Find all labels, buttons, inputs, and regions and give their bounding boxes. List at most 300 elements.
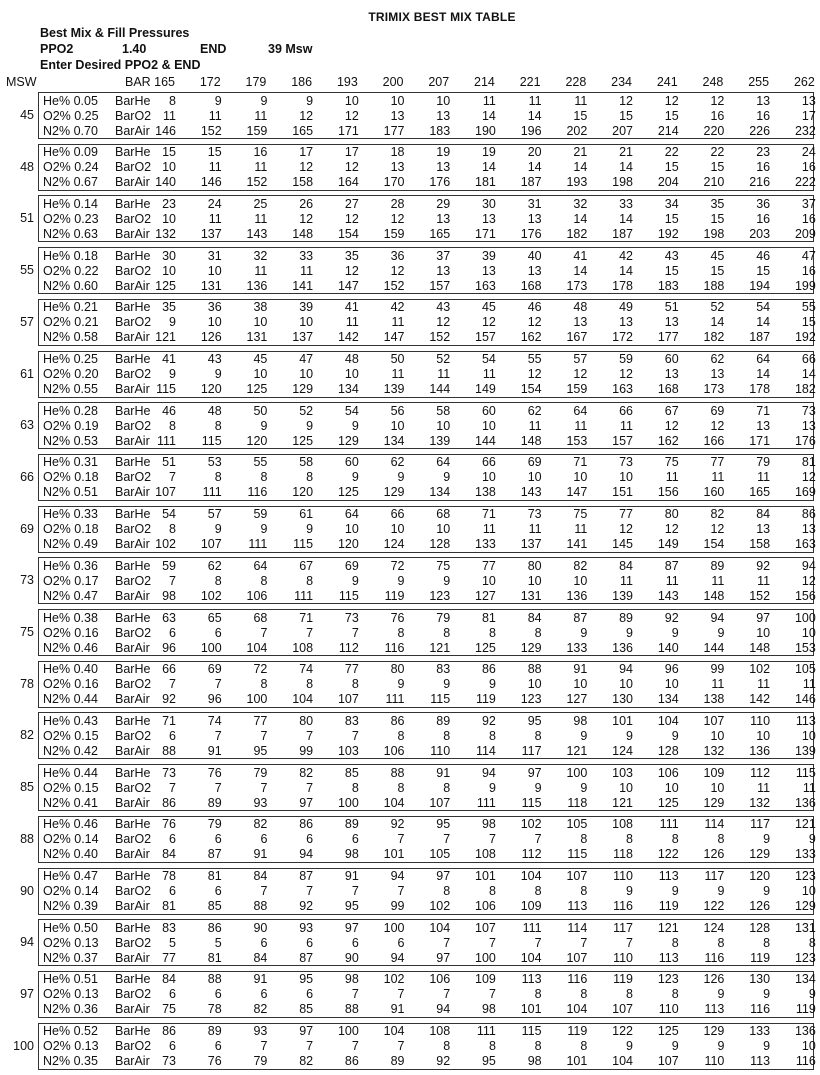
oxygen-fill-pressure-cell: 7	[169, 573, 176, 588]
air-fill-pressure-cell: 120	[292, 485, 314, 500]
helium-fill-pressure-cell: 56	[390, 403, 405, 418]
oxygen-fill-pressure-cell: 16	[756, 160, 771, 175]
air-bar-label: BarAir	[115, 433, 150, 448]
helium-fill-pressure-cell: 75	[664, 455, 679, 470]
oxygen-fill-pressure-cell: 11	[711, 470, 725, 485]
helium-fraction-label: He% 0.14	[43, 196, 98, 211]
air-fill-pressure-cell: 113	[567, 899, 588, 913]
helium-fill-pressure-cell: 31	[207, 248, 222, 263]
oxygen-fill-pressure-cell: 8	[214, 470, 222, 485]
oxygen-bar-label: BarO2	[115, 108, 152, 123]
oxygen-fill-pressure-cell: 10	[801, 625, 816, 640]
air-fill-pressure-cell: 163	[612, 382, 633, 396]
air-fill-pressure-cell: 119	[658, 899, 679, 913]
oxygen-fill-pressure-cell: 10	[801, 884, 816, 898]
air-fill-pressure-cell: 162	[657, 433, 679, 448]
helium-fill-pressure-cell: 102	[749, 662, 771, 677]
helium-fill-pressure-cell: 71	[573, 455, 588, 470]
air-fraction-label: N2% 0.37	[43, 950, 98, 965]
oxygen-bar-label: BarO2	[115, 470, 152, 485]
air-fill-pressure-cell: 165	[429, 226, 451, 241]
oxygen-fill-pressure-cell: 15	[710, 263, 725, 278]
oxygen-fill-pressure-cell: 8	[260, 573, 268, 588]
oxygen-fill-pressure-cell: 9	[671, 1039, 679, 1054]
oxygen-fill-pressure-cell: 10	[390, 418, 405, 433]
helium-fill-pressure-cell: 71	[481, 507, 496, 522]
air-fill-pressure-cell: 138	[475, 485, 496, 500]
oxygen-fraction-label: O2% 0.16	[43, 625, 99, 640]
end-value: 39 Msw	[268, 42, 313, 56]
air-fill-line	[39, 899, 815, 914]
oxygen-bar-label: BarO2	[115, 1039, 152, 1054]
oxygen-fill-pressure-cell: 10	[573, 677, 588, 692]
oxygen-fill-pressure-cell: 7	[169, 470, 176, 485]
air-bar-label: BarAir	[115, 278, 150, 293]
helium-fill-pressure-cell: 100	[566, 765, 588, 780]
air-fill-pressure-cell: 146	[200, 175, 222, 190]
oxygen-fill-pressure-cell: 12	[710, 522, 725, 537]
oxygen-fill-pressure-cell: 11	[208, 211, 222, 226]
oxygen-fill-pressure-cell: 7	[397, 884, 405, 898]
pressure-column-header: 165	[154, 75, 175, 89]
air-fraction-label: N2% 0.36	[43, 1002, 98, 1017]
oxygen-fill-pressure-cell: 12	[299, 160, 314, 175]
helium-fraction-label: He% 0.44	[43, 765, 98, 780]
oxygen-fill-line	[39, 574, 815, 589]
mix-row-block	[38, 609, 814, 656]
air-fraction-label: N2% 0.55	[43, 382, 98, 396]
oxygen-fill-pressure-cell: 14	[527, 108, 542, 123]
helium-bar-label: BarHe	[115, 610, 151, 625]
oxygen-fill-pressure-cell: 9	[580, 625, 588, 640]
air-fill-pressure-cell: 100	[475, 950, 496, 965]
air-fill-pressure-cell: 85	[299, 1002, 314, 1017]
oxygen-fill-pressure-cell: 8	[443, 728, 451, 743]
air-fill-pressure-cell: 111	[202, 485, 222, 500]
helium-fraction-label: He% 0.40	[43, 662, 98, 677]
helium-fill-pressure-cell: 20	[527, 145, 542, 160]
helium-fill-pressure-cell: 18	[390, 145, 405, 160]
air-fill-pressure-cell: 182	[794, 382, 816, 396]
helium-fill-pressure-cell: 55	[253, 455, 268, 470]
helium-fill-pressure-cell: 95	[299, 972, 314, 987]
oxygen-fill-pressure-cell: 12	[664, 418, 679, 433]
helium-fill-pressure-cell: 58	[299, 455, 314, 470]
oxygen-fill-line	[39, 677, 815, 692]
air-fill-pressure-cell: 92	[436, 1054, 451, 1069]
helium-fill-pressure-cell: 101	[475, 869, 496, 883]
air-fill-pressure-cell: 132	[703, 743, 725, 758]
air-fill-pressure-cell: 138	[703, 692, 725, 707]
helium-bar-label: BarHe	[115, 145, 151, 160]
air-fill-pressure-cell: 178	[749, 382, 771, 396]
oxygen-fill-pressure-cell: 9	[443, 573, 451, 588]
helium-fill-pressure-cell: 106	[429, 972, 451, 987]
air-fill-pressure-cell: 107	[200, 537, 222, 552]
air-fill-pressure-cell: 147	[383, 330, 405, 345]
oxygen-fill-pressure-cell: 6	[169, 728, 176, 743]
helium-fill-pressure-cell: 10	[436, 93, 451, 108]
depth-msw-label: 82	[20, 728, 34, 743]
oxygen-fill-pressure-cell: 10	[619, 470, 633, 485]
air-fill-pressure-cell: 141	[292, 278, 314, 293]
air-fill-line	[39, 279, 815, 294]
air-fill-pressure-cell: 102	[200, 588, 222, 603]
air-fill-pressure-cell: 176	[429, 175, 451, 190]
helium-fill-pressure-cell: 58	[436, 403, 451, 418]
oxygen-fill-pressure-cell: 7	[351, 728, 359, 743]
oxygen-fill-pressure-cell: 7	[306, 625, 314, 640]
air-fill-pressure-cell: 103	[337, 743, 359, 758]
helium-fill-pressure-cell: 66	[481, 455, 496, 470]
helium-fill-pressure-cell: 100	[337, 1024, 359, 1039]
air-fill-pressure-cell: 128	[657, 743, 679, 758]
helium-fill-pressure-cell: 98	[481, 817, 496, 832]
air-fill-pressure-cell: 88	[253, 899, 268, 913]
oxygen-fill-pressure-cell: 9	[808, 832, 816, 847]
helium-fill-pressure-cell: 80	[299, 713, 314, 728]
air-fill-pressure-cell: 128	[429, 537, 451, 552]
helium-fill-pressure-cell: 11	[528, 93, 542, 108]
helium-fill-pressure-cell: 73	[619, 455, 633, 470]
oxygen-fill-pressure-cell: 6	[214, 1039, 222, 1054]
helium-fill-pressure-cell: 111	[522, 920, 542, 935]
oxygen-fill-line	[39, 160, 815, 175]
air-fill-pressure-cell: 115	[567, 847, 588, 862]
oxygen-fill-pressure-cell: 15	[756, 263, 771, 278]
mix-row-block	[38, 351, 814, 398]
pressure-column-header: 262	[793, 75, 815, 89]
oxygen-fill-pressure-cell: 15	[619, 108, 633, 123]
air-fill-pressure-cell: 119	[475, 692, 496, 707]
oxygen-fraction-label: O2% 0.14	[43, 832, 99, 847]
air-fill-pressure-cell: 107	[657, 1054, 679, 1069]
helium-fill-pressure-cell: 41	[573, 248, 588, 263]
oxygen-fill-pressure-cell: 12	[299, 108, 314, 123]
bar-column-label: BAR	[125, 75, 151, 89]
helium-fill-pressure-cell: 51	[162, 455, 176, 470]
helium-fill-pressure-cell: 52	[436, 352, 451, 366]
air-fill-pressure-cell: 89	[390, 1054, 405, 1069]
air-fill-pressure-cell: 214	[657, 123, 679, 138]
air-fill-pressure-cell: 118	[613, 847, 633, 862]
helium-fill-pressure-cell: 82	[253, 817, 268, 832]
helium-fill-pressure-cell: 74	[299, 662, 314, 677]
depth-msw-label: 100	[13, 1038, 34, 1053]
helium-fill-pressure-cell: 66	[390, 507, 405, 522]
helium-fill-pressure-cell: 94	[481, 765, 496, 780]
oxygen-fill-pressure-cell: 9	[717, 884, 725, 898]
oxygen-fill-pressure-cell: 11	[757, 573, 771, 588]
helium-fill-pressure-cell: 54	[481, 352, 496, 366]
oxygen-fill-pressure-cell: 16	[801, 263, 816, 278]
mix-row-block	[38, 661, 814, 708]
helium-fill-pressure-cell: 128	[749, 920, 771, 935]
helium-fraction-label: He% 0.25	[43, 352, 98, 366]
helium-fill-pressure-cell: 73	[344, 610, 359, 625]
helium-fill-pressure-cell: 69	[527, 455, 542, 470]
air-fill-pressure-cell: 136	[566, 588, 588, 603]
helium-fill-pressure-cell: 124	[703, 920, 725, 935]
oxygen-fill-pressure-cell: 7	[260, 780, 268, 795]
depth-msw-label: 97	[20, 986, 34, 1001]
oxygen-fill-line	[39, 936, 815, 951]
helium-fill-pressure-cell: 77	[253, 713, 268, 728]
air-fill-pressure-cell: 85	[207, 899, 222, 913]
oxygen-fraction-label: O2% 0.14	[43, 884, 99, 898]
helium-fill-pressure-cell: 84	[619, 558, 633, 573]
oxygen-fill-pressure-cell: 10	[664, 677, 679, 692]
helium-fill-pressure-cell: 10	[344, 93, 359, 108]
air-fill-pressure-cell: 104	[566, 1002, 588, 1017]
oxygen-fill-pressure-cell: 11	[802, 780, 816, 795]
oxygen-fill-pressure-cell: 10	[299, 315, 314, 330]
air-fill-pressure-cell: 129	[292, 382, 314, 396]
air-fill-pressure-cell: 73	[162, 1054, 176, 1069]
air-fill-pressure-cell: 78	[207, 1002, 222, 1017]
air-fill-pressure-cell: 102	[429, 899, 451, 913]
air-fill-pressure-cell: 84	[162, 847, 176, 862]
oxygen-fill-pressure-cell: 11	[163, 108, 176, 123]
helium-fill-pressure-cell: 108	[429, 1024, 451, 1039]
air-fill-pressure-cell: 152	[429, 330, 451, 345]
air-fill-pressure-cell: 192	[794, 330, 816, 345]
helium-fill-line	[39, 300, 815, 315]
depth-msw-label: 57	[20, 314, 34, 329]
helium-fill-pressure-cell: 12	[710, 93, 725, 108]
oxygen-fill-pressure-cell: 10	[527, 573, 542, 588]
air-fill-pressure-cell: 202	[566, 123, 588, 138]
helium-fill-pressure-cell: 13	[801, 93, 816, 108]
helium-fill-pressure-cell: 66	[801, 352, 816, 366]
depth-msw-label: 78	[20, 676, 34, 691]
oxygen-fraction-label: O2% 0.13	[43, 935, 99, 950]
helium-fill-pressure-cell: 98	[573, 713, 588, 728]
air-fill-pressure-cell: 120	[200, 382, 222, 396]
pressure-column-header: 241	[656, 75, 678, 89]
helium-fill-pressure-cell: 76	[162, 817, 176, 832]
air-fill-pressure-cell: 154	[337, 226, 359, 241]
oxygen-fill-pressure-cell: 7	[260, 884, 268, 898]
mix-row-block	[38, 247, 814, 294]
oxygen-fill-pressure-cell: 10	[253, 315, 268, 330]
air-fill-pressure-cell: 222	[794, 175, 816, 190]
oxygen-fill-pressure-cell: 11	[345, 315, 359, 330]
oxygen-fill-pressure-cell: 12	[390, 263, 405, 278]
helium-fill-pressure-cell: 73	[801, 403, 816, 418]
air-fill-pressure-cell: 127	[566, 692, 588, 707]
oxygen-fill-pressure-cell: 14	[481, 108, 496, 123]
helium-fill-line	[39, 145, 815, 160]
helium-fraction-label: He% 0.18	[43, 248, 98, 263]
oxygen-fill-pressure-cell: 5	[214, 935, 222, 950]
oxygen-bar-label: BarO2	[115, 573, 152, 588]
oxygen-fill-pressure-cell: 9	[671, 625, 679, 640]
helium-fill-pressure-cell: 19	[481, 145, 496, 160]
oxygen-fill-pressure-cell: 9	[580, 780, 588, 795]
oxygen-fill-pressure-cell: 10	[710, 780, 725, 795]
helium-fill-pressure-cell: 68	[253, 610, 268, 625]
air-fill-pressure-cell: 220	[703, 123, 725, 138]
air-fill-pressure-cell: 134	[657, 692, 679, 707]
mix-row-block	[38, 144, 814, 191]
air-fill-pressure-cell: 232	[794, 123, 816, 138]
air-fill-pressure-cell: 104	[383, 795, 405, 810]
helium-bar-label: BarHe	[115, 93, 151, 108]
oxygen-fill-pressure-cell: 8	[351, 677, 359, 692]
oxygen-fill-pressure-cell: 11	[665, 470, 679, 485]
oxygen-fill-pressure-cell: 8	[717, 832, 725, 847]
oxygen-bar-label: BarO2	[115, 418, 152, 433]
helium-fill-pressure-cell: 110	[613, 869, 633, 883]
oxygen-fraction-label: O2% 0.16	[43, 677, 99, 692]
oxygen-fill-pressure-cell: 12	[344, 108, 359, 123]
air-fill-pressure-cell: 101	[383, 847, 405, 862]
helium-fill-pressure-cell: 131	[794, 920, 816, 935]
oxygen-fill-pressure-cell: 7	[306, 780, 314, 795]
oxygen-fill-pressure-cell: 7	[443, 832, 451, 847]
pressure-column-header: 248	[702, 75, 724, 89]
air-fill-pressure-cell: 143	[246, 226, 268, 241]
helium-fill-line	[39, 249, 815, 264]
oxygen-fill-pressure-cell: 10	[207, 315, 222, 330]
depth-msw-label: 51	[20, 211, 34, 226]
helium-fill-pressure-cell: 102	[520, 817, 542, 832]
helium-fill-pressure-cell: 48	[207, 403, 222, 418]
oxygen-fraction-label: O2% 0.22	[43, 263, 99, 278]
helium-fill-pressure-cell: 48	[573, 300, 588, 315]
oxygen-fill-pressure-cell: 15	[664, 263, 679, 278]
oxygen-fill-pressure-cell: 7	[260, 728, 268, 743]
oxygen-fill-pressure-cell: 8	[397, 625, 405, 640]
oxygen-fill-pressure-cell: 8	[488, 728, 496, 743]
oxygen-fill-pressure-cell: 14	[756, 315, 771, 330]
oxygen-fill-pressure-cell: 11	[802, 677, 816, 692]
helium-fill-pressure-cell: 115	[521, 1024, 542, 1039]
helium-fill-pressure-cell: 76	[207, 765, 222, 780]
air-fill-pressure-cell: 177	[657, 330, 679, 345]
helium-fill-pressure-cell: 71	[299, 610, 314, 625]
air-fill-pressure-cell: 113	[658, 950, 679, 965]
air-fill-pressure-cell: 154	[520, 382, 542, 396]
air-fill-pressure-cell: 139	[383, 382, 405, 396]
oxygen-fill-pressure-cell: 8	[671, 935, 679, 950]
oxygen-fill-pressure-cell: 14	[573, 263, 588, 278]
oxygen-fill-pressure-cell: 12	[481, 315, 496, 330]
helium-fill-pressure-cell: 31	[527, 196, 542, 211]
oxygen-fill-line	[39, 109, 815, 124]
air-fill-pressure-cell: 88	[162, 743, 176, 758]
helium-fill-pressure-cell: 82	[573, 558, 588, 573]
oxygen-fill-pressure-cell: 7	[397, 832, 405, 847]
air-fill-pressure-cell: 94	[390, 950, 405, 965]
helium-fill-pressure-cell: 29	[436, 196, 451, 211]
oxygen-fill-pressure-cell: 11	[620, 573, 633, 588]
oxygen-fill-pressure-cell: 16	[801, 160, 816, 175]
air-fill-pressure-cell: 177	[383, 123, 405, 138]
helium-fill-pressure-cell: 82	[299, 765, 314, 780]
oxygen-fill-pressure-cell: 8	[534, 987, 542, 1002]
helium-fill-pressure-cell: 100	[794, 610, 816, 625]
helium-fill-pressure-cell: 89	[619, 610, 633, 625]
depth-msw-label: 61	[20, 366, 34, 381]
air-fill-pressure-cell: 158	[749, 537, 771, 552]
helium-fill-pressure-cell: 89	[207, 1024, 222, 1039]
oxygen-fill-pressure-cell: 10	[481, 418, 496, 433]
helium-fill-pressure-cell: 17	[299, 145, 314, 160]
oxygen-fill-pressure-cell: 7	[443, 935, 451, 950]
oxygen-fill-pressure-cell: 9	[488, 780, 496, 795]
helium-fill-line	[39, 94, 815, 109]
air-fill-pressure-cell: 116	[704, 950, 725, 965]
helium-fill-pressure-cell: 81	[801, 455, 816, 470]
oxygen-fill-line	[39, 729, 815, 744]
helium-fill-pressure-cell: 54	[344, 403, 359, 418]
helium-fraction-label: He% 0.21	[43, 300, 98, 315]
oxygen-fill-pressure-cell: 13	[619, 315, 633, 330]
helium-fill-pressure-cell: 35	[162, 300, 176, 315]
air-fill-pressure-cell: 154	[703, 537, 725, 552]
air-fill-pressure-cell: 148	[749, 640, 771, 655]
oxygen-fill-line	[39, 987, 815, 1002]
air-fill-pressure-cell: 116	[384, 640, 405, 655]
helium-fill-pressure-cell: 111	[659, 817, 679, 832]
oxygen-fill-pressure-cell: 9	[397, 470, 405, 485]
air-fill-pressure-cell: 91	[253, 847, 268, 862]
oxygen-fill-pressure-cell: 14	[619, 160, 633, 175]
oxygen-fill-pressure-cell: 13	[756, 418, 771, 433]
mix-row-block	[38, 92, 814, 139]
oxygen-fill-pressure-cell: 8	[397, 780, 405, 795]
helium-fill-pressure-cell: 91	[436, 765, 451, 780]
oxygen-fill-pressure-cell: 13	[664, 367, 679, 381]
helium-fill-pressure-cell: 37	[436, 248, 451, 263]
oxygen-fill-pressure-cell: 14	[756, 367, 771, 381]
helium-fill-pressure-cell: 130	[749, 972, 771, 987]
oxygen-fill-pressure-cell: 10	[801, 1039, 816, 1054]
air-bar-label: BarAir	[115, 743, 150, 758]
air-fill-pressure-cell: 92	[162, 692, 176, 707]
air-fill-pressure-cell: 168	[657, 382, 679, 396]
air-fill-pressure-cell: 109	[520, 899, 542, 913]
helium-fill-pressure-cell: 32	[253, 248, 268, 263]
air-fill-pressure-cell: 115	[293, 537, 314, 552]
oxygen-fill-pressure-cell: 13	[481, 263, 496, 278]
helium-fill-line	[39, 972, 815, 987]
oxygen-fill-pressure-cell: 11	[620, 418, 633, 433]
helium-fill-pressure-cell: 66	[162, 662, 176, 677]
air-fill-pressure-cell: 153	[794, 640, 816, 655]
air-fill-pressure-cell: 216	[749, 175, 771, 190]
helium-fill-pressure-cell: 87	[299, 869, 314, 883]
air-fraction-label: N2% 0.41	[43, 795, 98, 810]
air-fill-pressure-cell: 75	[162, 1002, 176, 1017]
oxygen-fill-pressure-cell: 12	[299, 211, 314, 226]
air-fraction-label: N2% 0.40	[43, 847, 98, 862]
air-bar-label: BarAir	[115, 588, 150, 603]
oxygen-bar-label: BarO2	[115, 367, 152, 381]
pressure-column-header: 221	[519, 75, 541, 89]
oxygen-fill-pressure-cell: 9	[443, 677, 451, 692]
oxygen-fill-pressure-cell: 7	[488, 987, 496, 1002]
helium-fill-pressure-cell: 42	[619, 248, 633, 263]
air-fraction-label: N2% 0.42	[43, 743, 98, 758]
helium-bar-label: BarHe	[115, 662, 151, 677]
ppo2-value: 1.40	[122, 42, 147, 56]
helium-bar-label: BarHe	[115, 817, 151, 832]
air-fill-pressure-cell: 90	[344, 950, 359, 965]
air-fill-pressure-cell: 121	[429, 640, 451, 655]
